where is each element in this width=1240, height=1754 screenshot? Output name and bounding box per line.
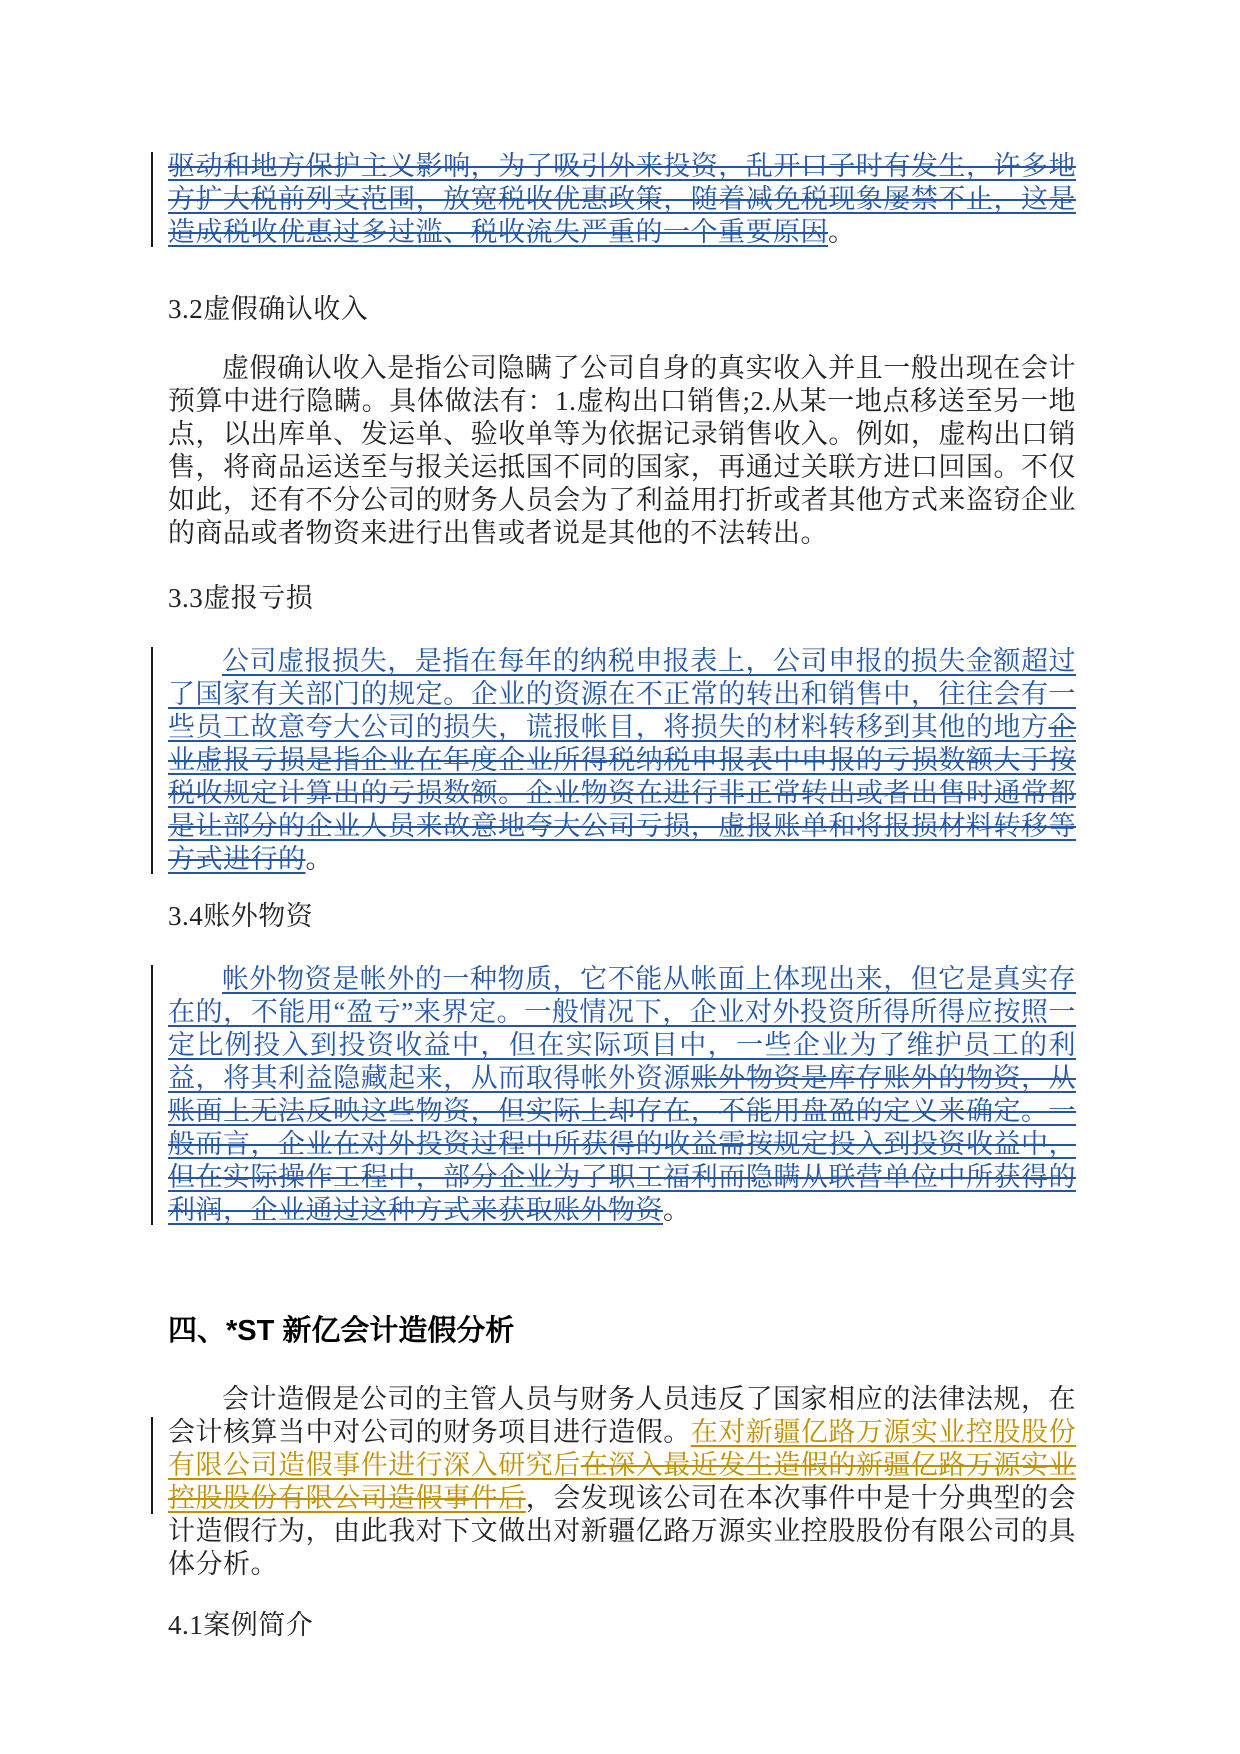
text-run: 虚假确认收入是指公司隐瞒了公司自身的真实收入并且一般出现在会计预算中进行隐瞒。具体做法有：1.虚构出口销售;2.从某一地点移送至另一地点，以出库单、发运单、验收单等为依据记录销售收入。例如，虚构出口销售，将商品运送至与报关运抵国不同的国家，再通过关联方进口回国。不仅如此，还有不分公司的财务人员会为了利益用打折或者其他方式来盗窃企业的商品或者物资来进行出售或者说是其他的不法转出。 xyxy=(168,353,1076,548)
deleted-text-run: 账外物资是库存账外的物资，从账面上无法反映这些物资，但实际上却存在，不能用盘盈的定义来确定。一般而言，企业在对外投资过程中所获得的收益需按规定投入到投资收益中，但在实际操作工程中，部分企业为了职工福利而隐瞒从联营单位中所获得的利润，企业通过这种方式来获取账外物资 xyxy=(168,1063,1076,1225)
text-run: 。 xyxy=(828,217,856,247)
change-bar xyxy=(151,152,153,247)
deleted-text-run: 企业虚报亏损是指企业在年度企业所得税纳税申报表中申报的亏损数额大于按税收规定计算出的亏损数额。企业物资在进行非正常转出或者出售时通常都是让部分的企业人员来故意地夸大公司亏损，虚报账单和将报损材料转移等方式进行的 xyxy=(168,712,1076,874)
section-heading-3-4: 3.4账外物资 xyxy=(168,901,314,931)
text-run: ，会发现该公司在本次事件中是十分典型的会计造假行为，由此我对下文做出对新疆亿路万源实业控股股份有限公司的具体分析。 xyxy=(168,1483,1076,1579)
deleted-text-run: 在深入最近发生造假的新疆亿路万源实业控股股份有限公司造假事件后 xyxy=(168,1450,1076,1513)
inserted-text-run: 帐外物资是帐外的一种物质，它不能从帐面上体现出来，但它是真实存在的，不能用“盈亏”来界定。一般情况下，企业对外投资所得所得应按照一定比例投入到投资收益中，但在实际项目中，一些企业为了维护员工的利益，将其利益隐藏起来，从而取得帐外资源 xyxy=(168,964,1076,1093)
chapter-heading-4-st-xinyi: 四、*ST 新亿会计造假分析 xyxy=(168,1315,515,1347)
text-run: 。 xyxy=(305,844,333,874)
deleted-text-run: 驱动和地方保护主义影响，为了吸引外来投资，乱开口子时有发生，许多地方扩大税前列支范围，放宽税收优惠政策，随着减免税现象屡禁不止，这是造成税收优惠过多过滥、税收流失严重的一个重要原因 xyxy=(168,151,1076,247)
paragraph-overstated-losses xyxy=(168,645,1076,876)
paragraph-st-xinyi-intro xyxy=(168,1383,1076,1581)
inserted-text-run: 在对新疆亿路万源实业控股股份有限公司造假事件进行深入研究后 xyxy=(168,1417,1076,1480)
section-heading-3-3: 3.3虚报亏损 xyxy=(168,583,314,613)
text-run: 会计造假是公司的主管人员与财务人员违反了国家相应的法律法规，在会计核算当中对公司的财务项目进行造假。 xyxy=(168,1384,1076,1447)
change-bar xyxy=(151,647,153,874)
section-heading-4-1: 4.1案例简介 xyxy=(168,1610,314,1640)
inserted-text-run: 公司虚报损失，是指在每年的纳税申报表上，公司申报的损失金额超过了国家有关部门的规定。企业的资源在不正常的转出和销售中，往往会有一些员工故意夸大公司的损失，谎报帐目，将损失的材料转移到其他的地方 xyxy=(168,646,1076,742)
change-bar xyxy=(151,965,153,1225)
change-bar xyxy=(151,1417,153,1514)
paragraph-tax-policy-deleted xyxy=(168,150,1076,249)
text-run: 。 xyxy=(663,1195,691,1225)
section-heading-3-2: 3.2虚假确认收入 xyxy=(168,294,369,324)
paragraph-false-revenue-recognition xyxy=(168,352,1076,550)
paragraph-off-book-materials xyxy=(168,963,1076,1227)
